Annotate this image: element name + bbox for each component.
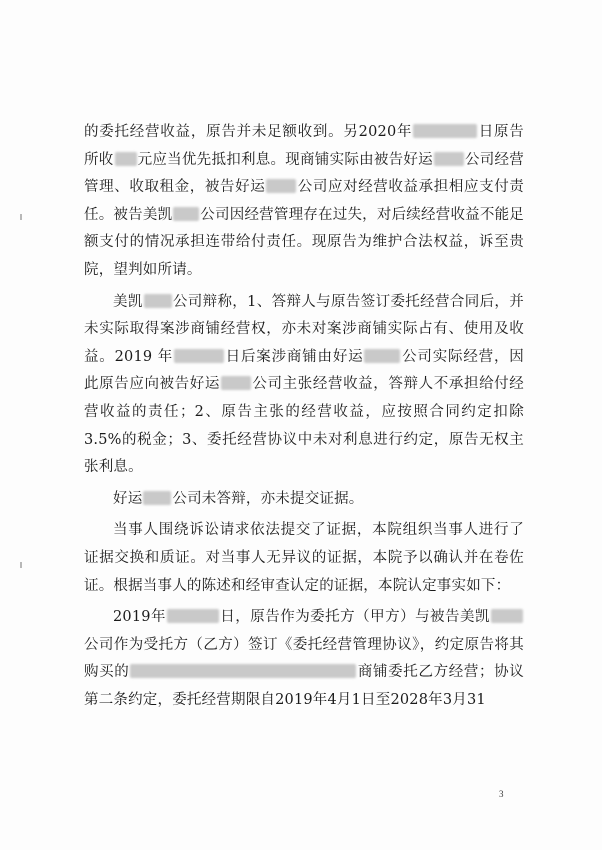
redaction-block	[413, 124, 477, 138]
redaction-block	[266, 179, 296, 193]
text-run: 当事人围绕诉讼请求依法提交了证据，本院组织当事人进行了证据交换和质证。对当事人无异议的证据，本院予以确认并在卷佐证。根据当事人的陈述和经审查认定的证据，本院认定事实如下：	[84, 522, 524, 594]
redaction-block	[174, 349, 224, 363]
redaction-block	[221, 376, 251, 390]
paragraph-claim-continuation	[84, 119, 524, 285]
redaction-block	[167, 609, 219, 623]
text-run: 公司作为受托方（乙方）签订《委托经营管理协议》，约定原告将其购买的	[84, 636, 524, 681]
text-run: 日后案涉商铺由好运	[225, 348, 364, 365]
paragraph-facts	[84, 604, 524, 714]
text-run: 公司应对经营收益承担相应支付责任。被告美凯	[84, 179, 525, 223]
redaction-block	[491, 609, 523, 623]
redaction-block	[115, 152, 137, 166]
paragraph-defense-meikai	[84, 289, 524, 482]
text-run: 公司未答辩，亦未提交证据。	[172, 490, 364, 507]
paragraph-haoyun-no-defense	[84, 486, 524, 514]
redaction-block	[144, 294, 172, 308]
text-run: 2019年	[113, 609, 166, 626]
text-run: 美凯	[113, 293, 143, 310]
page-number: 3	[499, 789, 504, 799]
text-run: 日原告所收	[84, 124, 524, 168]
redaction-block	[173, 207, 199, 221]
redaction-block	[143, 491, 171, 505]
text-run: 公司辩称，1、答辩人与原告签订委托经营合同后，并未实际取得案涉商铺经营权，亦未对案涉商铺实际占有、使用及收益。2019 年	[84, 293, 524, 365]
text-run: 元应当优先抵扣利息。现商铺实际由被告好运	[137, 151, 433, 168]
text-run: 公司经营管理、收取租金，被告好运	[84, 151, 525, 196]
text-run: 公司因经营管理存在过失，对后续经营收益不能足额支付的情况承担连带给付责任。现原告为维护合法权益，诉至贵院，望判如所请。	[84, 206, 525, 278]
text-run: 商铺委托乙方经营；协议第二条约定，委托经营期限自2019年4月1日至2028年3月31	[84, 664, 524, 708]
binding-mark	[20, 562, 22, 568]
text-run: 好运	[113, 490, 143, 507]
text-run: 公司实际经营，因此原告应向被告好运	[84, 348, 524, 393]
text-run: 的委托经营收益，原告并未足额收到。另2020年	[84, 124, 413, 140]
paragraph-evidence	[84, 517, 524, 600]
document-body	[84, 119, 524, 718]
redaction-block	[130, 664, 356, 678]
binding-mark	[20, 214, 22, 220]
redaction-block	[364, 349, 400, 363]
text-run: 日，原告作为委托方（甲方）与被告美凯	[219, 609, 490, 626]
redaction-block	[434, 152, 464, 166]
text-run: 公司主张经营收益，答辩人不承担给付经营收益的责任；2、原告主张的经营收益，应按照合同约定扣除 3.5%的税金；3、委托经营协议中未对利息进行约定，原告无权主张利息。	[84, 376, 524, 476]
